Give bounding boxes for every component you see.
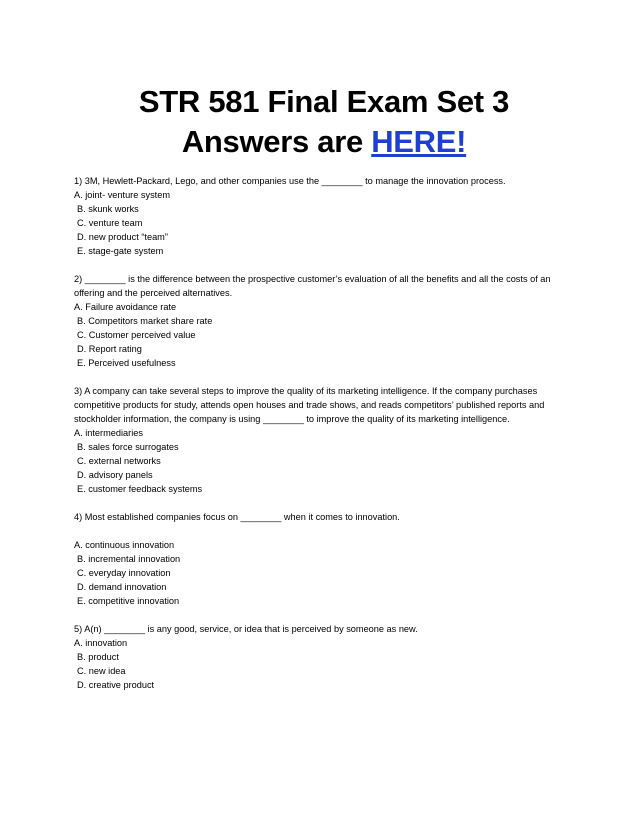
question-5 <box>74 622 574 692</box>
answers-prefix: Answers are <box>181 124 372 159</box>
question-text: 5) A(n) ________ is any good, service, or idea that is perceived by someone as new. <box>74 624 418 634</box>
option-a: A. continuous innovation <box>74 540 175 550</box>
question-2 <box>74 272 574 370</box>
option-b: B. Competitors market share rate <box>77 316 213 326</box>
question-1 <box>74 174 574 258</box>
question-3 <box>74 384 574 496</box>
option-c: C. external networks <box>77 456 161 466</box>
option-c: C. everyday innovation <box>77 568 171 578</box>
document-page <box>74 82 574 706</box>
option-a: A. Failure avoidance rate <box>74 302 177 312</box>
question-text: 1) 3M, Hewlett-Packard, Lego, and other companies use the ________ to manage the innovation process. <box>74 176 506 186</box>
option-a: A. innovation <box>74 638 128 648</box>
answers-line <box>74 122 574 162</box>
option-c: C. Customer perceived value <box>77 330 196 340</box>
option-e: E. competitive innovation <box>77 596 180 606</box>
option-d: D. advisory panels <box>77 470 153 480</box>
question-text: 2) ________ is the difference between the prospective customer’s evaluation of all the benefits and all the costs of an offering and the perceived alternatives. <box>74 274 551 298</box>
option-e: E. stage-gate system <box>77 246 164 256</box>
option-d: D. demand innovation <box>77 582 167 592</box>
option-d: D. new product “team” <box>77 232 168 242</box>
question-text: 3) A company can take several steps to improve the quality of its marketing intelligence. If the company purchases competitive products for study, attends open houses and trade shows, and reads competitors’ published reports and stockholder information, the company is using ________ to improve the quality of its marketing intelligence. <box>74 386 545 424</box>
question-text: 4) Most established companies focus on ________ when it comes to innovation. <box>74 512 400 522</box>
option-e: E. Perceived usefulness <box>77 358 176 368</box>
option-b: B. skunk works <box>77 204 139 214</box>
option-a: A. intermediaries <box>74 428 143 438</box>
document-title <box>74 82 574 162</box>
question-4 <box>74 510 574 608</box>
here-link[interactable]: HERE! <box>371 124 467 159</box>
option-b: B. product <box>77 652 119 662</box>
option-b: B. incremental innovation <box>77 554 181 564</box>
option-e: E. customer feedback systems <box>77 484 203 494</box>
option-d: D. Report rating <box>77 344 142 354</box>
page-title: STR 581 Final Exam Set 3 <box>138 84 510 119</box>
option-d: D. creative product <box>77 680 155 690</box>
option-a: A. joint- venture system <box>74 190 170 200</box>
question-list <box>74 174 574 692</box>
option-b: B. sales force surrogates <box>77 442 179 452</box>
option-c: C. venture team <box>77 218 143 228</box>
question-spacer <box>74 524 574 538</box>
option-c: C. new idea <box>77 666 126 676</box>
